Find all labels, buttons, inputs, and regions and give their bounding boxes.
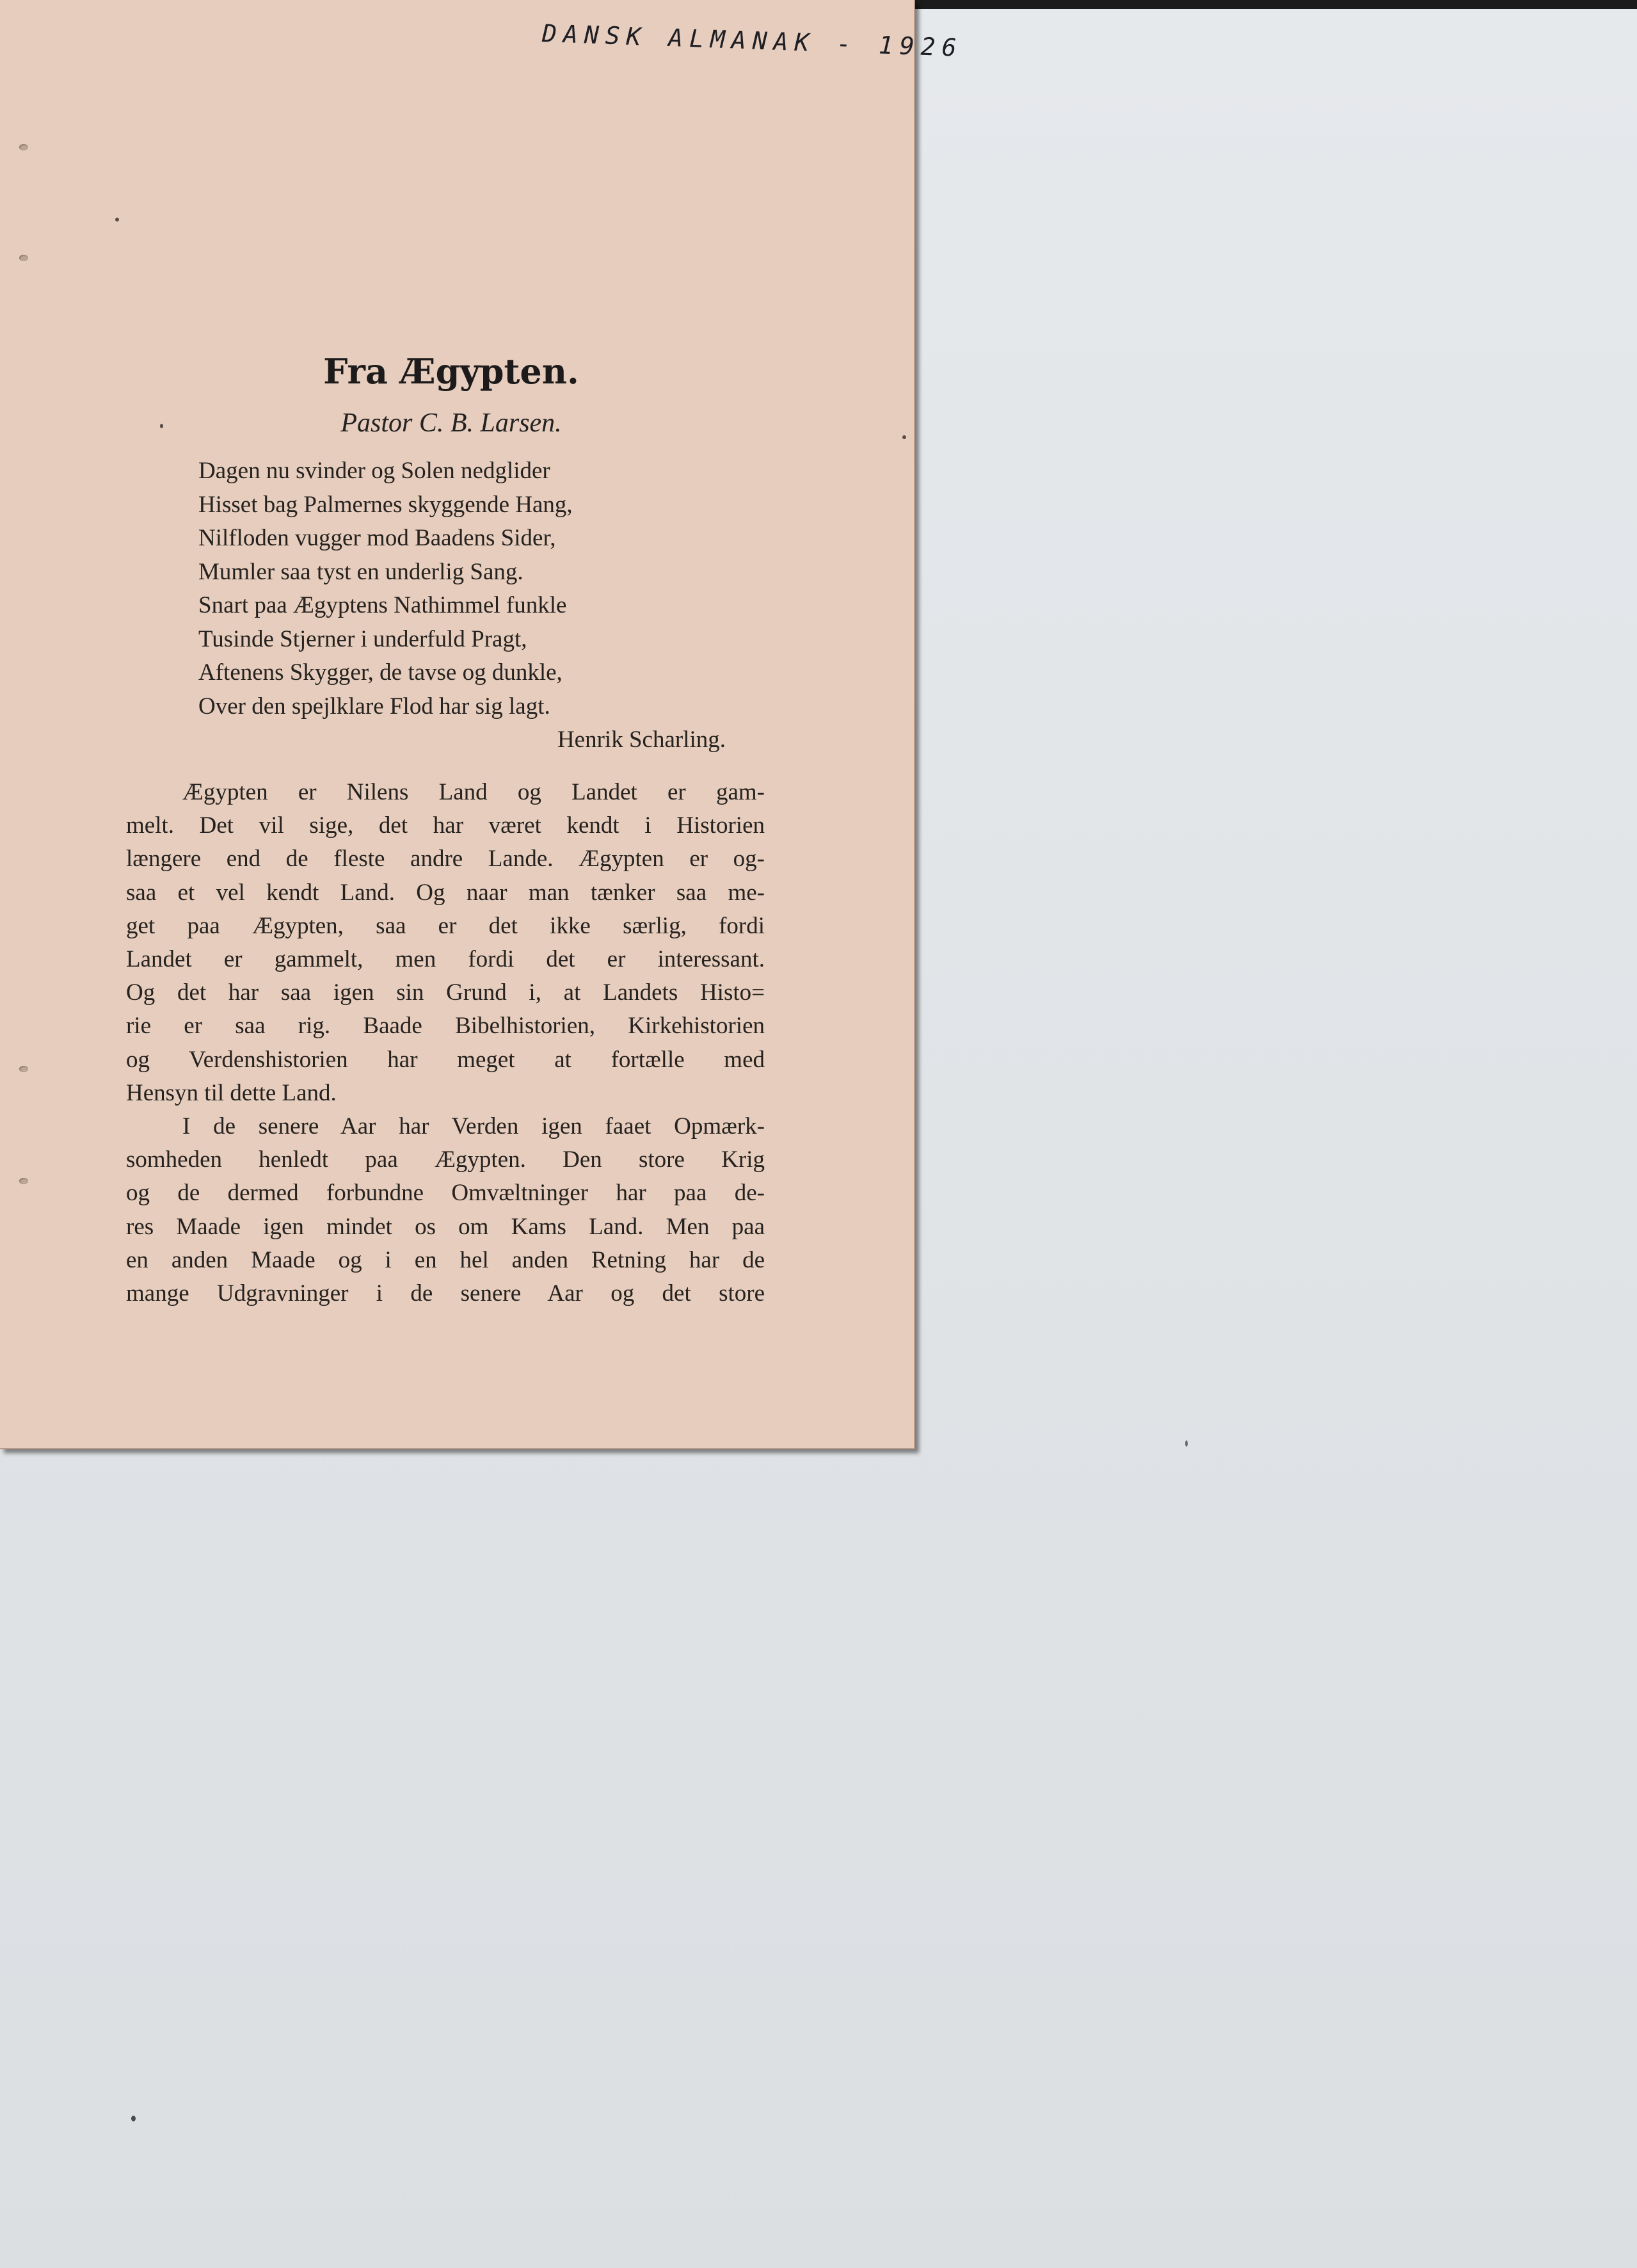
binding-hole xyxy=(19,1066,28,1072)
scanner-speck xyxy=(1185,1440,1188,1447)
body-line: Og det har saa igen sin Grund i, at Landets Histo= xyxy=(126,979,765,1006)
scanner-speck xyxy=(131,2116,136,2121)
poem-line: Mumler saa tyst en underlig Sang. xyxy=(198,558,523,585)
binding-hole xyxy=(19,1178,28,1184)
handwritten-note: DANSK ALMANAK - 1926 xyxy=(541,19,964,62)
poem-line: Over den spejlklare Flod har sig lagt. xyxy=(198,693,550,720)
body-line: længere end de fleste andre Lande. Ægypten er og- xyxy=(126,846,765,873)
scanner-edge-strip xyxy=(909,0,1637,9)
body-line: en anden Maade og i en hel anden Retning har de xyxy=(126,1246,765,1273)
poem-signature: Henrik Scharling. xyxy=(557,727,726,753)
body-line: saa et vel kendt Land. Og naar man tænker saa me- xyxy=(126,879,765,906)
paper-speck xyxy=(902,435,906,439)
body-line: res Maade igen mindet os om Kams Land. Men paa xyxy=(126,1213,765,1240)
epigraph-poem xyxy=(198,454,749,757)
article-author: Pastor C. B. Larsen. xyxy=(340,408,562,438)
body-line: rie er saa rig. Baade Bibelhistorien, Kirkehistorien xyxy=(126,1013,765,1040)
poem-line: Tusinde Stjerner i underfuld Pragt, xyxy=(198,625,527,652)
body-line: melt. Det vil sige, det har været kendt i Historien xyxy=(126,812,765,839)
binding-hole xyxy=(19,144,28,150)
body-line: Hensyn til dette Land. xyxy=(126,1079,337,1106)
poem-line: Hisset bag Palmernes skyggende Hang, xyxy=(198,491,573,518)
article-body xyxy=(126,776,765,1310)
body-line: Ægypten er Nilens Land og Landet er gam- xyxy=(182,779,765,805)
paper-speck xyxy=(115,218,119,221)
paper-speck xyxy=(160,424,163,428)
body-line: mange Udgravninger i de senere Aar og det store xyxy=(126,1280,765,1307)
body-line: og de dermed forbundne Omvæltninger har paa de- xyxy=(126,1180,765,1207)
body-line: I de senere Aar har Verden igen faaet Opmærk- xyxy=(182,1113,765,1140)
body-line: somheden henledt paa Ægypten. Den store Krig xyxy=(126,1146,765,1173)
poem-line: Snart paa Ægyptens Nathimmel funkle xyxy=(198,592,567,618)
poem-line: Nilfloden vugger mod Baadens Sider, xyxy=(198,525,556,551)
poem-line: Aftenens Skygger, de tavse og dunkle, xyxy=(198,659,563,686)
poem-line: Dagen nu svinder og Solen nedglider xyxy=(198,458,550,484)
article-title: Fra Ægypten. xyxy=(323,351,579,392)
body-line: get paa Ægypten, saa er det ikke særlig, fordi xyxy=(126,912,765,939)
body-line: og Verdenshistorien har meget at fortælle med xyxy=(126,1046,765,1073)
binding-hole xyxy=(19,255,28,261)
almanac-page xyxy=(0,0,964,1449)
body-line: Landet er gammelt, men fordi det er interessant. xyxy=(126,946,765,973)
